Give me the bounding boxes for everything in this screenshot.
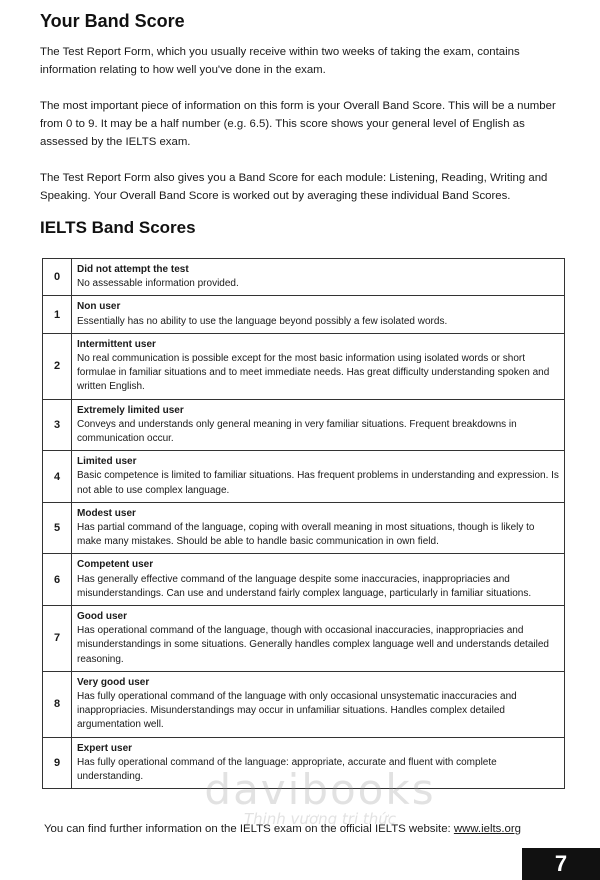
band-score: 0 [43, 259, 72, 296]
band-description: Has fully operational command of the language with only occasional unsystematic inaccuracies and inappropriacies. Misunderstandings may occur in unfamiliar situations. Handles complex detailed argumentation well. [77, 691, 517, 731]
band-level: Extremely limited user [77, 404, 184, 416]
table-row [43, 259, 565, 296]
watermark-slogan: Thịnh vượng tri thức [243, 810, 397, 828]
band-score: 8 [43, 671, 72, 737]
band-description-cell [72, 399, 565, 451]
band-score: 6 [43, 554, 72, 606]
band-description-cell [72, 502, 565, 554]
band-level: Very good user [77, 676, 150, 688]
band-level: Competent user [77, 559, 154, 571]
band-level: Did not attempt the test [77, 264, 189, 275]
table-row [43, 606, 565, 672]
band-scores-heading: IELTS Band Scores [40, 218, 196, 237]
band-description-cell [72, 259, 565, 296]
table-row [43, 296, 565, 333]
table-row [43, 502, 565, 554]
band-description-cell [72, 296, 565, 333]
band-score: 7 [43, 606, 72, 672]
paragraph-overall-band-score: The most important piece of information on this form is your Overall Band Score. This will be a number from 0 to 9. It may be a half number (e.g. 6.5). This score shows your general level of English as assessed by the IELTS exam. [40, 100, 556, 148]
band-score: 5 [43, 502, 72, 554]
band-description: Has operational command of the language, though with occasional inaccuracies, inappropriacies and misunderstandings in some situations. Generally handles complex language well and understands detailed reasoning. [77, 625, 549, 665]
watermark-brand: davibooks [204, 765, 436, 814]
band-level: Expert user [77, 742, 133, 754]
band-score: 2 [43, 333, 72, 399]
band-score: 1 [43, 296, 72, 333]
band-level: Limited user [77, 456, 137, 468]
footer-note [44, 823, 521, 835]
band-description-cell [72, 737, 565, 789]
band-description: Essentially has no ability to use the language beyond possibly a few isolated words. [77, 315, 448, 327]
table-row [43, 737, 565, 789]
band-description: No assessable information provided. [77, 278, 239, 290]
band-description-cell [72, 451, 565, 503]
paragraph-test-report-form: The Test Report Form, which you usually receive within two weeks of taking the exam, contains information relating to how well you've done in the exam. [40, 46, 520, 76]
ielts-website-link[interactable]: www.ielts.org [453, 823, 521, 835]
table-row [43, 399, 565, 451]
band-score: 9 [43, 737, 72, 789]
paragraph-module-scores: The Test Report Form also gives you a Band Score for each module: Listening, Reading, Writing and Speaking. Your Overall Band Score is worked out by averaging these individual Band Scores. [40, 172, 548, 202]
band-level: Intermittent user [77, 338, 156, 350]
band-description: Has fully operational command of the language: appropriate, accurate and fluent with complete understanding. [77, 756, 497, 783]
table-row [43, 451, 565, 503]
table-row [43, 554, 565, 606]
band-description-cell [72, 554, 565, 606]
band-level: Modest user [77, 507, 136, 519]
footer-text: You can find further information on the IELTS exam on the official IELTS website: [44, 823, 454, 835]
band-score: 4 [43, 451, 72, 503]
page-title: Your Band Score [40, 11, 185, 31]
band-description-cell [72, 606, 565, 672]
band-level: Non user [77, 301, 121, 313]
band-description: Basic competence is limited to familiar situations. Has frequent problems in understanding and expression. Is not able to use complex language. [77, 470, 559, 496]
page-number: 7 [522, 848, 600, 880]
band-description: Has generally effective command of the language despite some inaccuracies, inappropriacies and misunderstandings. Can use and understand fairly complex language, particularly in familiar situations. [77, 573, 532, 599]
table-row [43, 333, 565, 399]
band-description: Conveys and understands only general meaning in very familiar situations. Frequent breakdowns in communication occur. [77, 418, 517, 445]
band-description-cell [72, 333, 565, 399]
band-scores-table [42, 258, 565, 789]
band-description: No real communication is possible except for the most basic information using isolated words or short formulae in familiar situations and to meet immediate needs. Has great difficulty understanding spoken and written English. [77, 353, 550, 393]
table-row [43, 671, 565, 737]
band-description-cell [72, 671, 565, 737]
band-score: 3 [43, 399, 72, 451]
band-level: Good user [77, 611, 128, 623]
band-description: Has partial command of the language, coping with overall meaning in most situations, though is likely to make many mistakes. Should be able to handle basic communication in own field. [77, 522, 535, 548]
